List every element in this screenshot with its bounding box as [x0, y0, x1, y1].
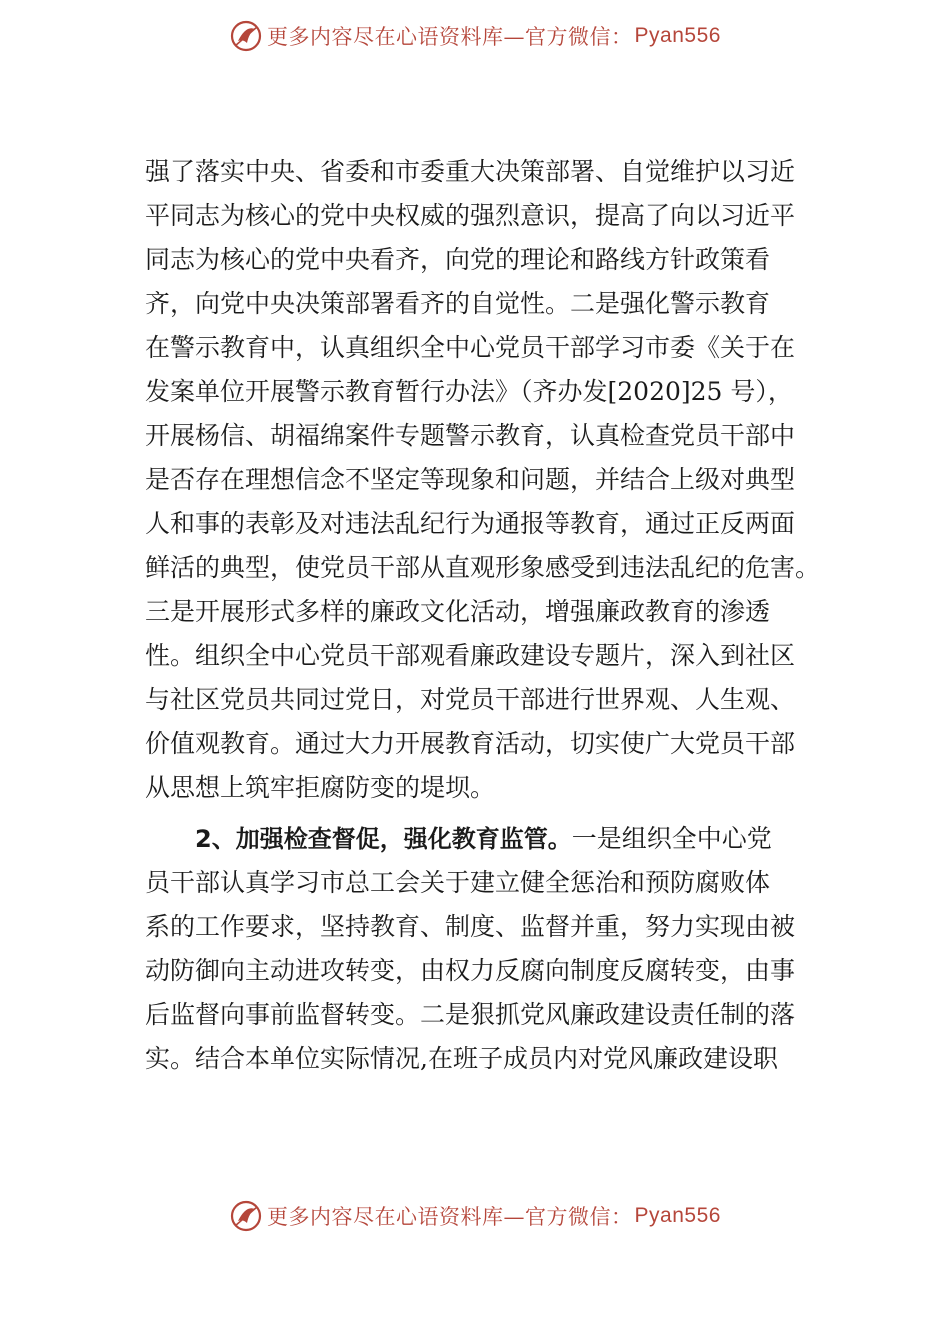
footer-wechat-id: Pyan556 [634, 1204, 721, 1227]
text-line: 与社区党员共同过党日，对党员干部进行世界观、人生观、 [145, 685, 796, 714]
text-line: 三是开展形式多样的廉政文化活动，增强廉政教育的渗透 [145, 597, 771, 626]
header-banner [0, 14, 950, 58]
text-line: 在警示教育中，认真组织全中心党员干部学习市委《关于在 [145, 333, 796, 362]
seal-logo-icon [229, 19, 263, 53]
text-line: 实。结合本单位实际情况,在班子成员内对党风廉政建设职 [145, 1044, 778, 1073]
footer-banner [0, 1194, 950, 1238]
seal-logo-icon [229, 1199, 263, 1233]
header-banner-text: 更多内容尽在心语资料库—官方微信： [267, 25, 633, 49]
header-wechat-id: Pyan556 [634, 24, 721, 47]
text-line: 强了落实中央、省委和市委重大决策部署、自觉维护以习近 [145, 157, 796, 186]
text-line: 系的工作要求，坚持教育、制度、监督并重，努力实现由被 [145, 912, 796, 941]
text-line: 同志为核心的党中央看齐，向党的理论和路线方针政策看 [145, 245, 771, 274]
text-line: 动防御向主动进攻转变，由权力反腐向制度反腐转变，由事 [145, 956, 796, 985]
document-body [145, 150, 835, 1081]
footer-banner-text: 更多内容尽在心语资料库—官方微信： [267, 1205, 633, 1229]
paragraph-1 [145, 150, 835, 810]
text-line: 是否存在理想信念不坚定等现象和问题，并结合上级对典型 [145, 465, 796, 494]
text-line: 开展杨信、胡福绵案件专题警示教育，认真检查党员干部中 [145, 421, 796, 450]
text-line: 员干部认真学习市总工会关于建立健全惩治和预防腐败体 [145, 868, 771, 897]
text-line: 发案单位开展警示教育暂行办法》（齐办发[2020]25 号）， [145, 377, 793, 406]
paragraph-2-first-line [145, 817, 835, 861]
text-line: 从思想上筑牢拒腐防变的堤坝。 [145, 773, 496, 802]
text-line: 价值观教育。通过大力开展教育活动，切实使广大党员干部 [145, 729, 796, 758]
section-heading: 2、加强检查督促，强化教育监管。 [195, 825, 572, 853]
text-line: 鲜活的典型，使党员干部从直观形象感受到违法乱纪的危害。 [145, 553, 821, 582]
text-line: 后监督向事前监督转变。二是狠抓党风廉政建设责任制的落 [145, 1000, 796, 1029]
text-span: 一是组织全中心党 [571, 824, 772, 853]
paragraph-2 [145, 817, 835, 1081]
text-line: 性。组织全中心党员干部观看廉政建设专题片，深入到社区 [145, 641, 796, 670]
text-line: 齐，向党中央决策部署看齐的自觉性。二是强化警示教育 [145, 289, 771, 318]
text-line: 平同志为核心的党中央权威的强烈意识，提高了向以习近平 [145, 201, 796, 230]
text-line: 人和事的表彰及对违法乱纪行为通报等教育，通过正反两面 [145, 509, 796, 538]
